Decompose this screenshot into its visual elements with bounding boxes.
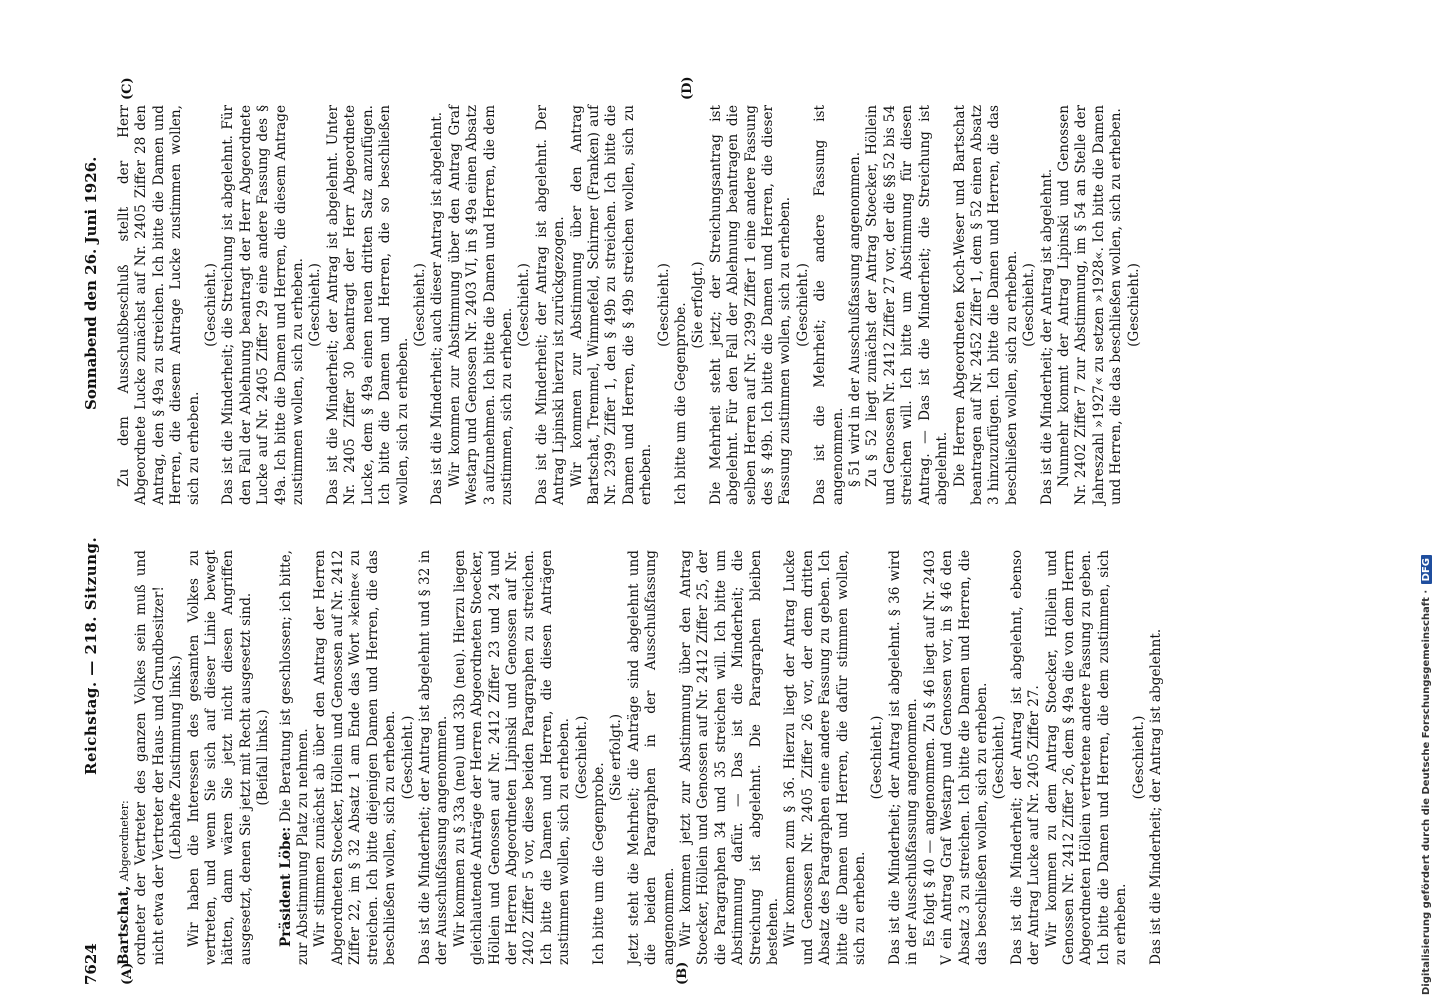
paragraph: Die Herren Abgeordneten Koch-Weser und Bartschat beantragen auf Nr. 2452 Ziffer 1, dem § 52 einen Absatz 3 hinzuzufügen. Ich bitte die Damen und Herren, die das beschließen wollen, sich zu erheben. bbox=[951, 105, 1020, 505]
paragraph: Das ist die Minderheit; der Antrag ist abgelehnt und § 32 in der Ausschußfassung angenommen. bbox=[416, 550, 451, 965]
interjection: (Geschieht.) bbox=[1130, 715, 1147, 800]
interjection: (Geschieht.) bbox=[307, 263, 324, 347]
left-column bbox=[116, 550, 1165, 965]
interjection: (Geschieht.) bbox=[655, 263, 672, 347]
speaker-name: Präsident Löbe: bbox=[277, 826, 294, 947]
paragraph: Das ist die Mehrheit; die andere Fassung ist angenommen. bbox=[812, 105, 846, 505]
session-date: Sonnabend den 26. Juni 1926. bbox=[82, 156, 100, 410]
paragraph: Wir kommen zur Abstimmung über den Antrag Bartschat, Tremmel, Wimmefeld, Schirmer (Franken) auf Nr. 2399 Ziffer 1, den § 49b zu streichen. Ich bitte die Damen und Herren, die § 49b streichen wollen, sich zu erheben. bbox=[568, 105, 655, 505]
interjection: (Sie erfolgt.) bbox=[690, 261, 707, 349]
interjection: (Sie erfolgt.) bbox=[608, 713, 625, 802]
paragraph: Zu dem Ausschußbeschluß stellt der Herr Abgeordnete Lucke zunächst auf Nr. 2405 Ziffer 28 den Antrag, den § 49a zu streichen. Ich bitte die Damen und Herren, die diesem Antrage Lucke zustimmen wollen, sich zu erheben. bbox=[116, 105, 202, 505]
paragraph: Wir kommen zu dem Antrag Stoecker, Höllein und Genossen Nr. 2412 Ziffer 26, dem § 49a die von dem Herrn Abgeordneten Höllein vertretene andere Fassung zu geben. Ich bitte die Damen und Herren, die dem zustimmen, sich zu erheben. bbox=[1043, 550, 1130, 965]
right-column bbox=[116, 105, 1143, 505]
interjection: (Geschieht.) bbox=[869, 715, 886, 800]
page-header bbox=[80, 65, 106, 985]
credit-text: Digitalisierung gefördert durch die Deutsche Forschungsgemeinschaft · bbox=[1421, 589, 1432, 995]
paragraph: Wir stimmen zunächst ab über den Antrag der Herren Abgeordneten Stoecker, Höllein und Genossen auf Nr. 2412 Ziffer 22, im § 32 Absatz 1 am Ende das Wort »keine« zu streichen. Ich bitte diejenigen Damen und Herren, die das beschließen wollen, sich zu erheben. bbox=[312, 550, 399, 965]
paragraph: Das ist die Minderheit; der Antrag ist abgelehnt. bbox=[1147, 628, 1164, 965]
interjection: (Lebhafte Zustimmung links.) bbox=[168, 655, 185, 860]
interjection: (Geschieht.) bbox=[794, 263, 811, 347]
paragraph: Wir kommen zur Abstimmung über den Antrag Graf Westarp und Genossen Nr. 2403 VI, in § 49a einen Absatz 3 aufzunehmen. Ich bitte die Damen und Herren, die dem zustimmen, sich zu erheben. bbox=[446, 105, 515, 505]
margin-marker-c: (C) bbox=[120, 77, 135, 100]
dfg-logo: DFG bbox=[1421, 555, 1432, 584]
paragraph: Das ist die Minderheit; der Antrag ist abgelehnt. bbox=[1038, 168, 1055, 505]
paragraph: Es folgt § 40 — angenommen. Zu § 46 liegt auf Nr. 2403 V ein Antrag Graf Westarp und Genossen vor, in § 46 den Absatz 3 zu streichen. Ich bitte die Damen und Herren, die das beschließen wollen, sich zu erheben. bbox=[921, 550, 990, 965]
interjection: (Geschieht.) bbox=[991, 715, 1008, 800]
paragraph: Das ist die Minderheit; der Antrag ist abgelehnt. § 36 wird in der Ausschußfassung angenommen. bbox=[886, 550, 921, 965]
digitization-credit bbox=[1421, 5, 1434, 995]
paragraph: § 51 wird in der Ausschußfassung angenommen. bbox=[847, 151, 864, 487]
paragraph: Wir haben die Interessen des gesamten Volkes zu vertreten, und wenn Sie sich auf dieser Linie bewegt hätten, dann wären Sie jetzt nicht diesen Angriffen ausgesetzt, denen Sie jetzt mit Recht ausgesetzt sind. bbox=[185, 550, 254, 965]
interjection: (Geschieht.) bbox=[516, 263, 533, 347]
margin-marker-a: (A) bbox=[120, 962, 135, 985]
interjection: (Beifall links.) bbox=[255, 709, 272, 806]
interjection: (Geschieht.) bbox=[399, 715, 416, 800]
interjection: (Geschieht.) bbox=[1021, 263, 1038, 347]
paragraph: Das ist die Minderheit; auch dieser Antrag ist abgelehnt. bbox=[429, 111, 446, 505]
paragraph: Nunmehr kommt der Antrag Lipinski und Genossen Nr. 2402 Ziffer 7 zur Abstimmung, im § 54 an Stelle der Jahreszahl »1927« zu setzen »1928«. Ich bitte die Damen und Herren, die das beschließen wollen, sich zu erheben. bbox=[1055, 105, 1125, 505]
speaker-name: Bartschat, bbox=[116, 885, 132, 965]
speaker-role: Abgeordneter: bbox=[118, 800, 131, 882]
paragraph-text: ordneter der Vertreter des ganzen Volkes sein muß und nicht etwa der Vertreter der Haus- und Grundbesitzer! bbox=[133, 550, 167, 965]
paragraph: Jetzt steht die Mehrheit; die Anträge sind abgelehnt und die beiden Paragraphen in der Ausschußfassung angenommen. bbox=[625, 550, 677, 965]
paragraph: Das ist die Minderheit; die Streichung ist abgelehnt. Für den Fall der Ablehnung beantragt der Herr Abgeordnete Lucke auf Nr. 2405 Ziffer 29 eine andere Fassung des § 49a. Ich bitte die Damen und Herren, die diesem Antrage zustimmen wollen, sich zu erheben. bbox=[220, 105, 307, 505]
paragraph: Wir kommen zum § 36. Hierzu liegt der Antrag Lucke und Genossen Nr. 2405 Ziffer 26 vor, der dem dritten Absatz des Paragraphen eine andere Fassung zu geben. Ich bitte die Damen und Herren, die dafür stimmen wollen, sich zu erheben. bbox=[782, 550, 869, 965]
margin-marker-d: (D) bbox=[680, 76, 695, 100]
paragraph: Das ist die Minderheit; der Antrag ist abgelehnt, ebenso der Antrag Lucke auf Nr. 2405 Ziffer 27. bbox=[1008, 550, 1043, 965]
interjection: (Geschieht.) bbox=[411, 263, 428, 347]
interjection: (Geschieht.) bbox=[1125, 263, 1142, 347]
paragraph-text: Die Beratung ist geschlossen; ich bitte, zur Abstimmung Platz zu nehmen. bbox=[277, 550, 312, 965]
interjection: (Geschieht.) bbox=[203, 263, 220, 347]
paragraph: Zu § 52 liegt zunächst der Antrag Stoecker, Höllein und Genossen Nr. 2412 Ziffer 27 vor, der die §§ 52 bis 54 streichen will. Ich bitte um Abstimmung für diesen Antrag. — Das ist die Minderheit; die Streichung ist abgelehnt. bbox=[864, 105, 951, 505]
paragraph: Das ist die Minderheit; der Antrag ist abgelehnt. Unter Nr. 2405 Ziffer 30 beantragt der Herr Abgeordnete Lucke, dem § 49a einen neuen dritten Satz anzufügen. Ich bitte die Damen und Herren, die so beschließen wollen, sich zu erheben. bbox=[324, 105, 411, 505]
paragraph: Das ist die Minderheit; der Antrag ist abgelehnt. Der Antrag Lipinski hierzu ist zurückgezogen. bbox=[533, 105, 568, 505]
paragraph: Wir kommen zu § 33a (neu) und 33b (neu). Hierzu liegen gleichlautende Anträge der Herren Abgeordneten Stoecker, Höllein und Genossen auf Nr. 2412 Ziffer 23 und 24 und der Herren Abgeordneten Lipinski und Genossen auf Nr. 2402 Ziffer 5 vor, diese beiden Paragraphen zu streichen. Ich bitte die Damen und Herren, die diesen Anträgen zustimmen wollen, sich zu erheben. bbox=[451, 550, 573, 965]
interjection: (Geschieht.) bbox=[573, 715, 590, 800]
rotated-document-page bbox=[80, 65, 1220, 985]
page-number: 7624 bbox=[82, 943, 100, 985]
paragraph bbox=[116, 550, 168, 965]
paragraph: Ich bitte um die Gegenprobe. bbox=[673, 302, 689, 505]
paragraph bbox=[278, 550, 313, 965]
paragraph: Ich bitte um die Gegenprobe. bbox=[590, 762, 607, 965]
paragraph: Die Mehrheit steht jetzt; der Streichungsantrag ist abgelehnt. Für den Fall der Ablehnung beantragen die selben Herren auf Nr. 2399 Ziffer 1 eine andere Fassung des § 49b. Ich bitte die Damen und Herren, die dieser Fassung zustimmen wollen, sich zu erheben. bbox=[707, 105, 794, 505]
paragraph: Wir kommen jetzt zur Abstimmung über den Antrag Stoecker, Höllein und Genossen auf Nr. 2412 Ziffer 25, der die Paragraphen 34 und 35 streichen will. Ich bitte um Abstimmung dafür. — Das ist die Minderheit; die Streichung ist abgelehnt. Die Paragraphen bleiben bestehen. bbox=[678, 550, 782, 965]
session-title: Reichstag. — 218. Sitzung. bbox=[82, 536, 100, 775]
margin-marker-b: (B) bbox=[675, 961, 690, 985]
